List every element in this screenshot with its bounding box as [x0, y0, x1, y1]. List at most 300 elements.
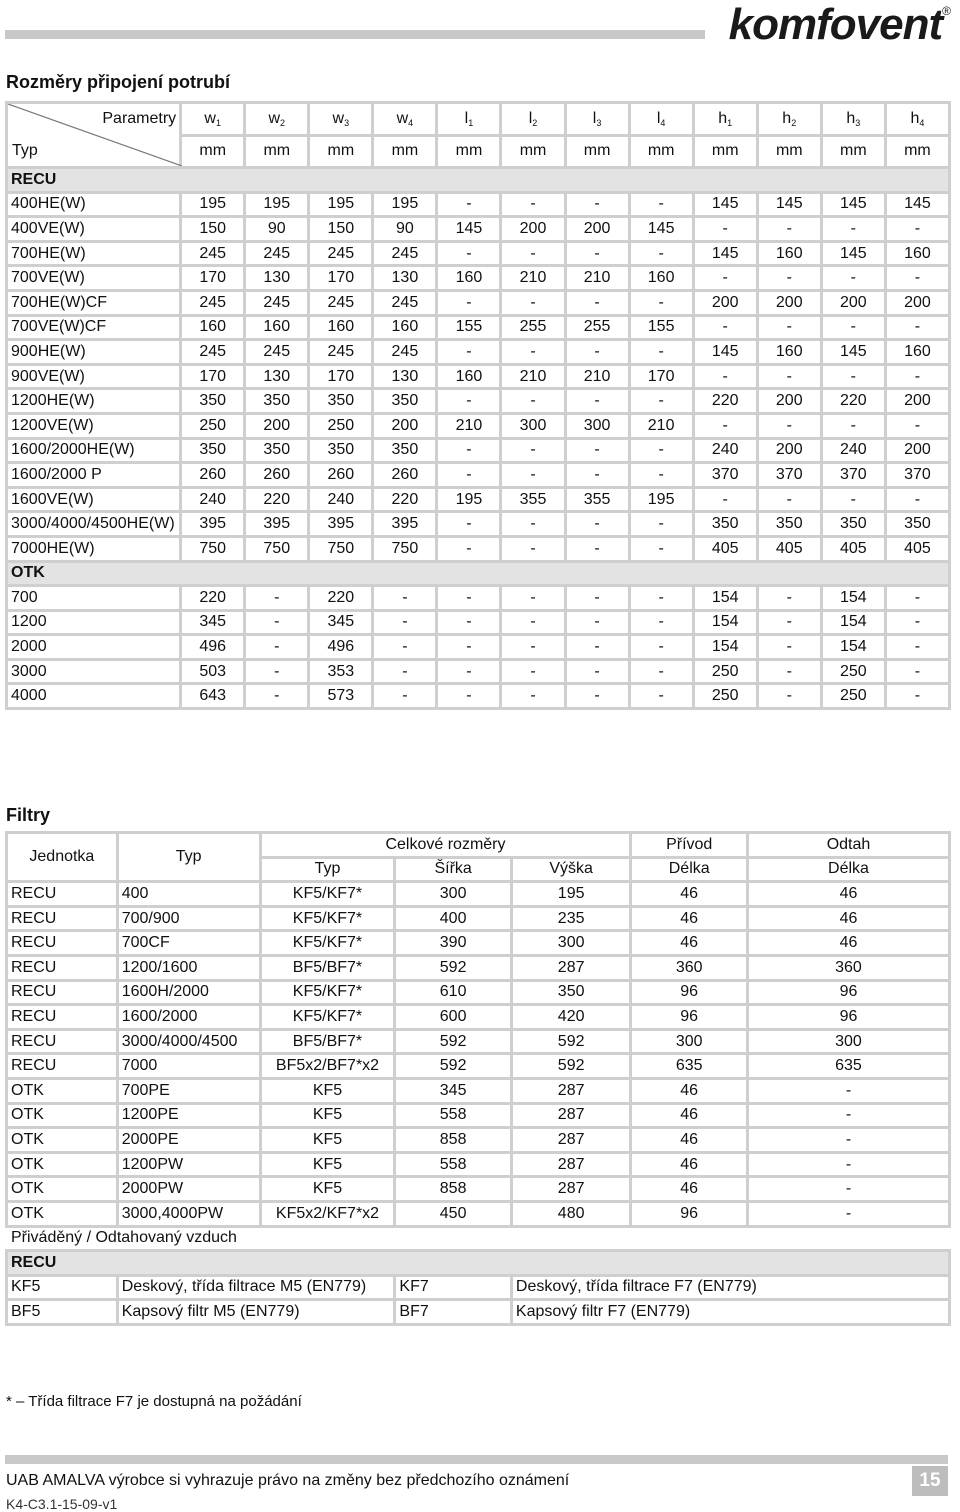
supply-length-cell: 46 [631, 906, 748, 931]
param-header-h2 [757, 103, 821, 136]
cell-value: - [437, 463, 501, 488]
cell-value: 355 [565, 487, 629, 512]
cell-value: 145 [693, 241, 757, 266]
filter-type-cell: BF5x2/BF7*x2 [260, 1054, 395, 1079]
cell-value: 170 [629, 364, 693, 389]
cell-value: 200 [565, 217, 629, 242]
cell-value: 350 [373, 438, 437, 463]
param-symbol: l [464, 109, 469, 127]
cell-value: 245 [309, 340, 373, 365]
filter-type-cell: KF5 [260, 1152, 395, 1177]
cell-value: 405 [821, 536, 885, 561]
dimensions-table [5, 101, 951, 710]
param-index: 4 [660, 117, 666, 128]
cell-value: - [501, 463, 565, 488]
registered-mark: ® [942, 4, 950, 18]
cell-value: 170 [309, 266, 373, 291]
row-type: 700VE(W) [7, 266, 181, 291]
cell-value: 245 [309, 241, 373, 266]
cell-value: 160 [437, 364, 501, 389]
cell-value: - [629, 340, 693, 365]
unit-cell: RECU [7, 980, 118, 1005]
height-cell: 235 [511, 906, 631, 931]
cell-value: 195 [629, 487, 693, 512]
unit-cell: mm [309, 135, 373, 168]
cell-value: - [565, 512, 629, 537]
unit-cell: mm [629, 135, 693, 168]
cell-value: 370 [757, 463, 821, 488]
cell-value: 160 [885, 241, 949, 266]
height-cell: 592 [511, 1054, 631, 1079]
cell-value: 255 [501, 315, 565, 340]
unit-cell: OTK [7, 1103, 118, 1128]
cell-value: 350 [245, 389, 309, 414]
height-cell: 592 [511, 1029, 631, 1054]
param-index: 1 [215, 117, 221, 128]
cell-value: - [821, 217, 885, 242]
cell-value: 154 [693, 586, 757, 611]
param-header-l4 [629, 103, 693, 136]
cell-value: 195 [437, 487, 501, 512]
param-header-w1 [181, 103, 245, 136]
table-row [7, 882, 950, 907]
filters-header-row-1 [7, 833, 950, 858]
cell-value: 210 [501, 266, 565, 291]
unit-cell: mm [693, 135, 757, 168]
cell-value: 250 [821, 684, 885, 709]
width-cell: 592 [395, 1054, 512, 1079]
section-title-filters: Filtry [6, 805, 51, 825]
cell-value: - [693, 266, 757, 291]
cell-value: 220 [693, 389, 757, 414]
cell-value: 260 [181, 463, 245, 488]
cell-value: 160 [885, 340, 949, 365]
filter-type-cell: KF5/KF7* [260, 980, 395, 1005]
supply-length-cell: 46 [631, 882, 748, 907]
type-cell: 700PE [117, 1078, 260, 1103]
table-row [7, 389, 950, 414]
cell-value: - [501, 635, 565, 660]
exhaust-length-cell: 96 [747, 1005, 949, 1030]
cell-value: - [501, 389, 565, 414]
filter-type-cell: BF5/BF7* [260, 1029, 395, 1054]
param-header-w2 [245, 103, 309, 136]
cell-value: 260 [245, 463, 309, 488]
table-row [7, 980, 950, 1005]
cell-value: - [757, 610, 821, 635]
unit-cell: mm [885, 135, 949, 168]
param-header-h1 [693, 103, 757, 136]
row-type: 400HE(W) [7, 192, 181, 217]
legend-description: Deskový, třída filtrace F7 (EN779) [511, 1275, 949, 1300]
param-symbol: w [332, 109, 345, 127]
cell-value: 350 [309, 438, 373, 463]
cell-value: 245 [181, 241, 245, 266]
param-symbol: w [268, 109, 281, 127]
type-cell: 700/900 [117, 906, 260, 931]
param-symbol: h [910, 109, 920, 127]
unit-cell: mm [821, 135, 885, 168]
supply-length-cell: 46 [631, 1078, 748, 1103]
unit-cell: RECU [7, 1005, 118, 1030]
unit-cell: RECU [7, 1029, 118, 1054]
cell-value: - [693, 364, 757, 389]
param-index: 4 [408, 117, 414, 128]
row-type: 400VE(W) [7, 217, 181, 242]
air-label: Přiváděný / Odtahovaný vzduch [7, 1226, 950, 1251]
table-row [7, 635, 950, 660]
exhaust-length-cell: 46 [747, 931, 949, 956]
param-index: 2 [280, 117, 286, 128]
row-type: 900VE(W) [7, 364, 181, 389]
row-type: 700 [7, 586, 181, 611]
cell-value: 250 [821, 659, 885, 684]
footnote: * – Třída filtrace F7 je dostupná na požádání [6, 1393, 302, 1410]
row-type: 1200HE(W) [7, 389, 181, 414]
cell-value: - [629, 463, 693, 488]
cell-value: 210 [501, 364, 565, 389]
cell-value: - [437, 586, 501, 611]
table-row [7, 1029, 950, 1054]
table-row [7, 1078, 950, 1103]
cell-value: - [501, 659, 565, 684]
legend-row [7, 1275, 950, 1300]
param-header-l1 [437, 103, 501, 136]
cell-value: 245 [309, 290, 373, 315]
cell-value: - [693, 413, 757, 438]
type-cell: 2000PW [117, 1177, 260, 1202]
row-type: 7000HE(W) [7, 536, 181, 561]
air-section-row [7, 1226, 950, 1251]
cell-value: - [565, 389, 629, 414]
cell-value: 160 [309, 315, 373, 340]
cell-value: 200 [373, 413, 437, 438]
unit-cell: mm [245, 135, 309, 168]
cell-value: - [437, 438, 501, 463]
cell-value: 370 [885, 463, 949, 488]
supply-length-cell: 96 [631, 1201, 748, 1226]
cell-value: 154 [821, 586, 885, 611]
filter-type-cell: KF5/KF7* [260, 906, 395, 931]
type-cell: 1600H/2000 [117, 980, 260, 1005]
cell-value: 160 [437, 266, 501, 291]
unit-cell: mm [501, 135, 565, 168]
cell-value: - [629, 438, 693, 463]
footer-disclaimer: UAB AMALVA výrobce si vyhrazuje právo na změny bez předchozího oznámení [6, 1472, 570, 1489]
cell-value: 245 [373, 340, 437, 365]
supply-length-cell: 46 [631, 1128, 748, 1153]
cell-value: - [629, 241, 693, 266]
cell-value: 353 [309, 659, 373, 684]
table-row [7, 1128, 950, 1153]
exhaust-length-cell: - [747, 1103, 949, 1128]
table-row [7, 684, 950, 709]
header-celkove-rozmery: Celkové rozměry [260, 833, 631, 858]
unit-cell: RECU [7, 931, 118, 956]
type-cell: 7000 [117, 1054, 260, 1079]
param-symbol: w [204, 109, 216, 127]
cell-value: - [629, 290, 693, 315]
row-type: 3000/4000/4500HE(W) [7, 512, 181, 537]
cell-value: - [693, 315, 757, 340]
unit-cell: mm [565, 135, 629, 168]
table-row [7, 1152, 950, 1177]
cell-value: 350 [181, 389, 245, 414]
cell-value: - [501, 684, 565, 709]
cell-value: - [437, 389, 501, 414]
exhaust-length-cell: - [747, 1078, 949, 1103]
cell-value: 245 [373, 290, 437, 315]
cell-value: - [885, 364, 949, 389]
cell-value: 300 [501, 413, 565, 438]
filters-table [5, 831, 951, 1326]
cell-value: 200 [821, 290, 885, 315]
cell-value: - [565, 290, 629, 315]
cell-value: - [565, 659, 629, 684]
filter-type-cell: KF5x2/KF7*x2 [260, 1201, 395, 1226]
cell-value: - [565, 635, 629, 660]
cell-value: 145 [437, 217, 501, 242]
group-label: RECU [7, 168, 950, 193]
cell-value: 355 [501, 487, 565, 512]
unit-cell: mm [181, 135, 245, 168]
table-row [7, 1177, 950, 1202]
row-type: 2000 [7, 635, 181, 660]
header-privod-delka: Délka [631, 857, 748, 882]
cell-value: 130 [245, 364, 309, 389]
cell-value: 220 [181, 586, 245, 611]
cell-value: 395 [181, 512, 245, 537]
cell-value: - [565, 536, 629, 561]
cell-value: 405 [693, 536, 757, 561]
cell-value: 145 [629, 217, 693, 242]
cell-value: - [757, 217, 821, 242]
cell-value: 200 [757, 290, 821, 315]
cell-value: 200 [245, 413, 309, 438]
cell-value: - [565, 241, 629, 266]
cell-value: - [757, 586, 821, 611]
cell-value: - [885, 635, 949, 660]
cell-value: - [821, 364, 885, 389]
width-cell: 592 [395, 955, 512, 980]
cell-value: 395 [245, 512, 309, 537]
param-index: 3 [344, 117, 350, 128]
cell-value: - [757, 364, 821, 389]
cell-value: 130 [373, 364, 437, 389]
cell-value: 130 [245, 266, 309, 291]
cell-value: 350 [885, 512, 949, 537]
cell-value: - [373, 586, 437, 611]
cell-value: - [565, 192, 629, 217]
param-header-h4 [885, 103, 949, 136]
cell-value: - [885, 610, 949, 635]
cell-value: 496 [309, 635, 373, 660]
cell-value: - [885, 684, 949, 709]
cell-value: 250 [693, 659, 757, 684]
exhaust-length-cell: - [747, 1128, 949, 1153]
height-cell: 287 [511, 1078, 631, 1103]
cell-value: 154 [821, 610, 885, 635]
table-row [7, 364, 950, 389]
param-index: 3 [855, 117, 861, 128]
cell-value: 145 [693, 192, 757, 217]
header-odtah: Odtah [747, 833, 949, 858]
table-row [7, 586, 950, 611]
cell-value: - [629, 389, 693, 414]
legend-code: KF7 [395, 1275, 512, 1300]
legend-row [7, 1300, 950, 1325]
cell-value: 395 [309, 512, 373, 537]
cell-value: 195 [181, 192, 245, 217]
cell-value: 345 [309, 610, 373, 635]
typ-label: Typ [12, 142, 38, 159]
width-cell: 400 [395, 906, 512, 931]
legend-description: Deskový, třída filtrace M5 (EN779) [117, 1275, 395, 1300]
cell-value: 245 [245, 290, 309, 315]
supply-length-cell: 360 [631, 955, 748, 980]
group-label: OTK [7, 561, 950, 586]
cell-value: 300 [565, 413, 629, 438]
header-typ: Typ [117, 833, 260, 882]
cell-value: - [821, 315, 885, 340]
cell-value: - [501, 438, 565, 463]
param-index: 1 [727, 117, 733, 128]
height-cell: 350 [511, 980, 631, 1005]
cell-value: 260 [373, 463, 437, 488]
cell-value: - [821, 266, 885, 291]
cell-value: 220 [373, 487, 437, 512]
cell-value: - [757, 487, 821, 512]
cell-value: - [501, 290, 565, 315]
header-privod: Přívod [631, 833, 748, 858]
type-cell: 1200PE [117, 1103, 260, 1128]
cell-value: 220 [821, 389, 885, 414]
param-symbol: h [718, 109, 728, 127]
cell-value: - [245, 635, 309, 660]
cell-value: - [501, 610, 565, 635]
width-cell: 600 [395, 1005, 512, 1030]
group-row-otk [7, 561, 950, 586]
cell-value: - [245, 610, 309, 635]
cell-value: 350 [181, 438, 245, 463]
cell-value: 643 [181, 684, 245, 709]
table-row [7, 266, 950, 291]
cell-value: 750 [245, 536, 309, 561]
group-row-recu [7, 1251, 950, 1276]
cell-value: - [565, 610, 629, 635]
cell-value: 750 [373, 536, 437, 561]
table-row [7, 315, 950, 340]
filter-type-cell: KF5/KF7* [260, 1005, 395, 1030]
cell-value: - [757, 659, 821, 684]
table-row [7, 192, 950, 217]
legend-code: KF5 [7, 1275, 118, 1300]
unit-cell: mm [437, 135, 501, 168]
row-type: 1200VE(W) [7, 413, 181, 438]
header-jednotka: Jednotka [7, 833, 118, 882]
param-header-w4 [373, 103, 437, 136]
supply-length-cell: 96 [631, 1005, 748, 1030]
param-index: 4 [919, 117, 925, 128]
param-header-h3 [821, 103, 885, 136]
table-row [7, 610, 950, 635]
supply-length-cell: 635 [631, 1054, 748, 1079]
exhaust-length-cell: - [747, 1152, 949, 1177]
cell-value: - [629, 610, 693, 635]
cell-value: - [437, 684, 501, 709]
header-odtah-delka: Délka [747, 857, 949, 882]
cell-value: - [373, 684, 437, 709]
cell-value: - [821, 487, 885, 512]
table-row [7, 217, 950, 242]
cell-value: 345 [181, 610, 245, 635]
parametry-label: Parametry [102, 110, 177, 127]
cell-value: 90 [245, 217, 309, 242]
cell-value: - [757, 684, 821, 709]
supply-length-cell: 46 [631, 1103, 748, 1128]
filter-type-cell: KF5 [260, 1128, 395, 1153]
row-type: 4000 [7, 684, 181, 709]
cell-value: 195 [373, 192, 437, 217]
cell-value: 200 [757, 438, 821, 463]
section-title-dimensions: Rozměry připojení potrubí [6, 72, 231, 92]
cell-value: 405 [885, 536, 949, 561]
unit-cell: OTK [7, 1201, 118, 1226]
group-row-recu [7, 168, 950, 193]
table-row [7, 1054, 950, 1079]
row-type: 700HE(W) [7, 241, 181, 266]
cell-value: 155 [437, 315, 501, 340]
document-code: K4-C3.1-15-09-v1 [6, 1496, 118, 1512]
cell-value: 160 [245, 315, 309, 340]
type-cell: 1200/1600 [117, 955, 260, 980]
table-row [7, 906, 950, 931]
type-cell: 700CF [117, 931, 260, 956]
unit-cell: RECU [7, 906, 118, 931]
cell-value: 170 [309, 364, 373, 389]
group-label: RECU [7, 1251, 950, 1276]
cell-value: 195 [309, 192, 373, 217]
param-symbol: l [592, 109, 597, 127]
cell-value: - [885, 586, 949, 611]
table-row [7, 1103, 950, 1128]
cell-value: - [629, 512, 693, 537]
param-type-corner [7, 103, 181, 168]
cell-value: 160 [757, 241, 821, 266]
param-symbol: l [656, 109, 661, 127]
cell-value: 154 [821, 635, 885, 660]
cell-value: 170 [181, 364, 245, 389]
supply-length-cell: 300 [631, 1029, 748, 1054]
cell-value: 496 [181, 635, 245, 660]
row-type: 1600/2000 P [7, 463, 181, 488]
filter-type-cell: KF5 [260, 1078, 395, 1103]
cell-value: 750 [181, 536, 245, 561]
cell-value: 260 [309, 463, 373, 488]
cell-value: 240 [181, 487, 245, 512]
cell-value: - [565, 438, 629, 463]
width-cell: 300 [395, 882, 512, 907]
table-row [7, 536, 950, 561]
cell-value: 200 [757, 389, 821, 414]
width-cell: 610 [395, 980, 512, 1005]
height-cell: 300 [511, 931, 631, 956]
type-cell: 2000PE [117, 1128, 260, 1153]
row-type: 1600/2000HE(W) [7, 438, 181, 463]
cell-value: 350 [821, 512, 885, 537]
table-row [7, 512, 950, 537]
cell-value: - [629, 684, 693, 709]
